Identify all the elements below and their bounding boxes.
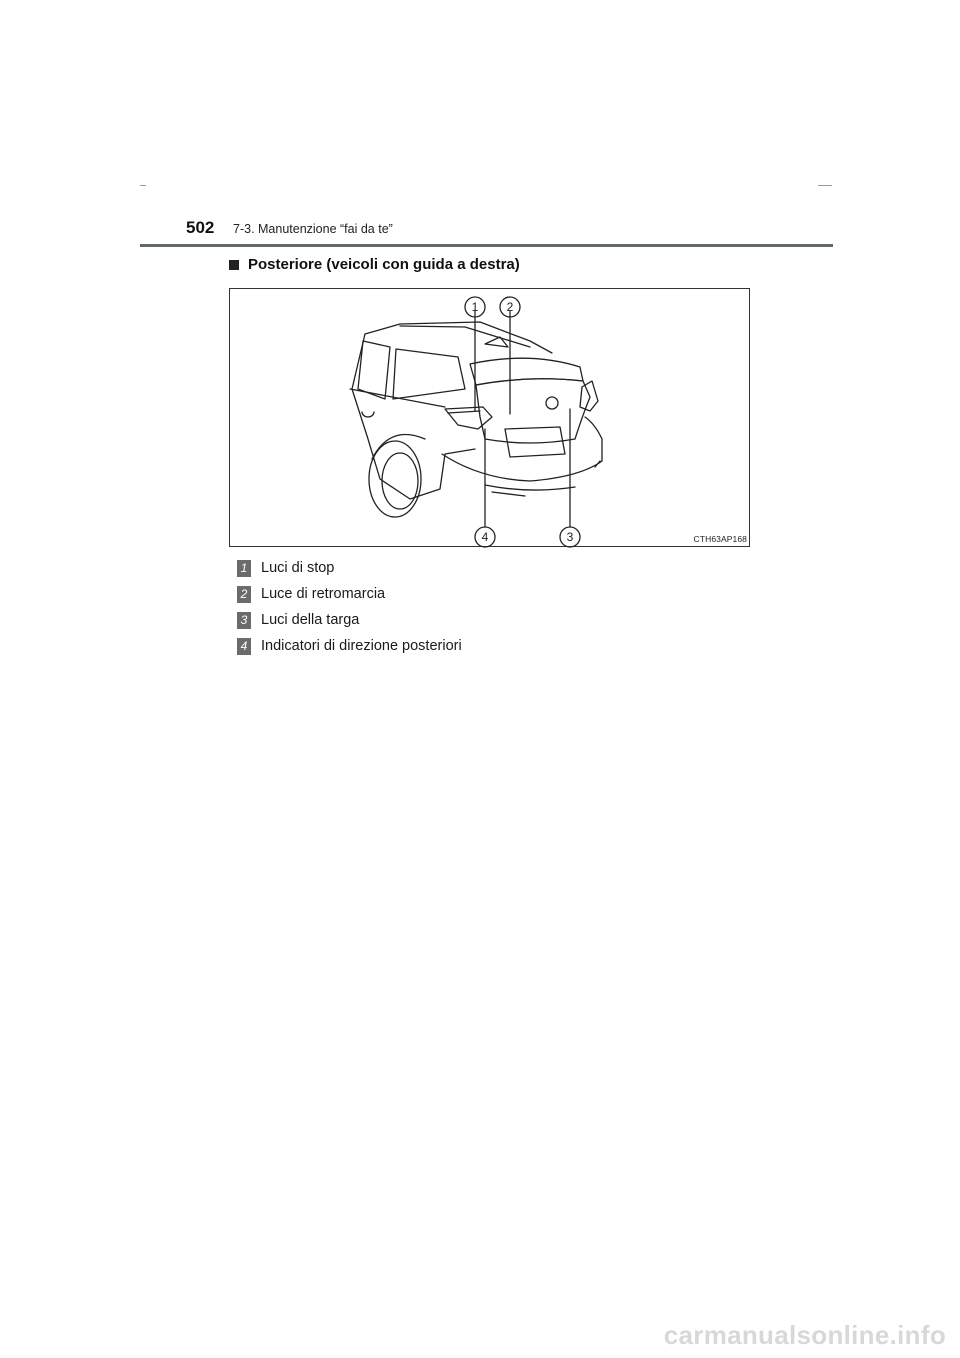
car-rear-illustration <box>230 289 751 548</box>
legend-label: Luci della targa <box>261 612 360 628</box>
legend-label: Indicatori di direzione posteriori <box>261 638 462 654</box>
crop-mark-right <box>818 185 832 186</box>
legend-list <box>237 555 462 659</box>
callout-1: 1 <box>471 300 479 314</box>
figure-code: CTH63AP168 <box>693 534 747 544</box>
legend-item <box>237 555 462 581</box>
page-number: 502 <box>186 218 215 237</box>
legend-number: 4 <box>237 638 251 655</box>
legend-item <box>237 633 462 659</box>
rear-lights-figure <box>229 288 750 547</box>
watermark: carmanualsonline.info <box>663 1320 946 1350</box>
callout-4: 4 <box>481 530 489 544</box>
legend-item <box>237 581 462 607</box>
callout-2: 2 <box>506 300 514 314</box>
legend-number: 1 <box>237 560 251 577</box>
legend-label: Luci di stop <box>261 560 335 576</box>
square-bullet-icon <box>229 260 239 270</box>
section-heading <box>229 256 520 273</box>
chapter-title: 7-3. Manutenzione “fai da te” <box>233 222 393 236</box>
legend-item <box>237 607 462 633</box>
callout-3: 3 <box>566 530 574 544</box>
legend-number: 2 <box>237 586 251 603</box>
legend-number: 3 <box>237 612 251 629</box>
header-rule <box>140 244 833 247</box>
section-heading-text: Posteriore (veicoli con guida a destra) <box>248 256 520 273</box>
legend-label: Luce di retromarcia <box>261 586 386 602</box>
crop-mark-left <box>140 185 146 186</box>
